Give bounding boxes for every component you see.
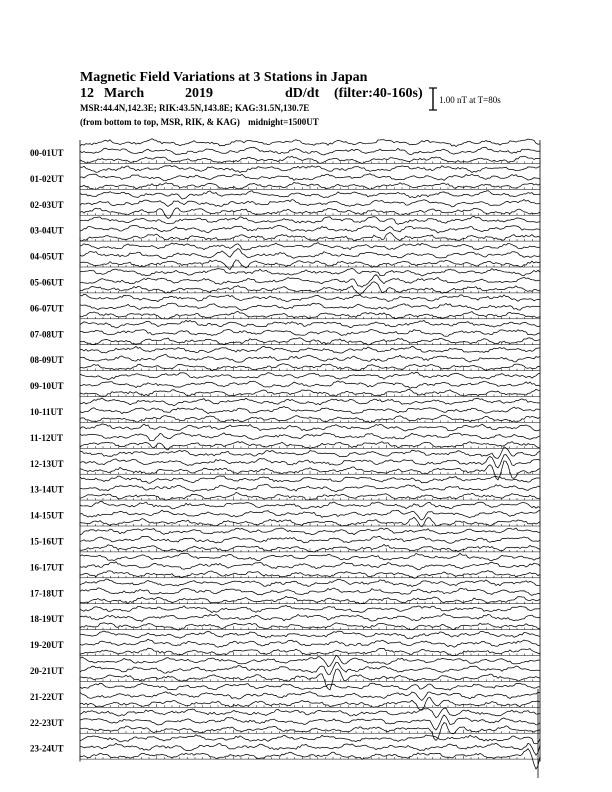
hour-label: 14-15UT <box>30 510 64 521</box>
hour-label: 18-19UT <box>30 614 64 625</box>
trace-kag <box>80 424 540 431</box>
minute-ticks <box>80 238 540 242</box>
minute-ticks <box>80 471 540 475</box>
trace-kag <box>80 139 540 147</box>
minute-ticks <box>80 186 540 190</box>
trace-kag <box>80 476 540 483</box>
trace-rik <box>80 174 540 181</box>
trace-rik <box>80 536 540 543</box>
trace-kag <box>80 268 540 276</box>
trace-rik <box>80 249 540 259</box>
trace-rik <box>80 275 540 288</box>
trace-kag <box>80 683 540 690</box>
hour-label: 07-08UT <box>30 329 64 340</box>
trace-rik <box>80 715 540 730</box>
trace-kag <box>80 579 540 587</box>
minute-ticks <box>80 652 540 656</box>
hour-label: 00-01UT <box>30 148 64 158</box>
trace-rik <box>80 407 540 414</box>
hour-label: 02-03UT <box>30 199 64 210</box>
trace-kag <box>80 631 540 639</box>
traces <box>80 139 540 778</box>
trace-kag <box>80 708 540 718</box>
date-month: March <box>104 86 145 101</box>
trace-kag <box>80 166 540 173</box>
trace-kag <box>80 528 540 535</box>
hour-label: 06-07UT <box>30 303 64 314</box>
hour-label: 08-09UT <box>30 355 64 366</box>
hour-label: 13-14UT <box>30 484 64 495</box>
hour-label: 04-05UT <box>30 251 64 262</box>
quantity-label: dD/dt <box>285 86 320 101</box>
hour-label: 15-16UT <box>30 536 64 547</box>
trace-kag <box>80 553 540 560</box>
trace-rik <box>80 639 540 647</box>
midnight-note: midnight=1500UT <box>248 117 319 127</box>
hour-label: 21-22UT <box>30 691 64 702</box>
hour-label: 05-06UT <box>30 277 64 288</box>
hour-label: 10-11UT <box>30 407 64 417</box>
minute-ticks <box>80 756 540 760</box>
trace-rik <box>80 743 540 755</box>
trace-rik <box>80 484 540 492</box>
trace-rik <box>80 588 540 596</box>
chart-title: Magnetic Field Variations at 3 Stations in Japan <box>80 70 368 85</box>
hour-label: 19-20UT <box>30 640 64 651</box>
hour-label: 12-13UT <box>30 458 64 469</box>
trace-rik <box>80 226 540 234</box>
trace-kag <box>80 735 540 744</box>
trace-kag <box>80 398 540 406</box>
hour-label: 20-21UT <box>30 666 64 676</box>
minute-ticks <box>80 523 540 527</box>
trace-rik <box>80 510 540 520</box>
hour-label: 17-18UT <box>30 588 64 599</box>
trace-msr <box>80 697 540 709</box>
minute-ticks <box>80 367 540 371</box>
date-year: 2019 <box>185 86 213 101</box>
filter-label: (filter:40-160s) <box>334 86 423 101</box>
trace-kag <box>80 216 540 224</box>
station-order: (from bottom to top, MSR, RIK, & KAG) <box>80 117 240 127</box>
trace-rik <box>80 330 540 337</box>
trace-rik <box>80 381 540 389</box>
hour-label: 11-12UT <box>30 432 64 443</box>
trace-rik <box>80 562 540 570</box>
trace-kag <box>80 605 540 612</box>
minute-ticks <box>80 626 540 630</box>
stations-line: MSR:44.4N,142.3E; RIK:43.5N,143.8E; KAG:31.5N,130.7E <box>80 103 310 113</box>
trace-rik <box>80 662 540 674</box>
trace-kag <box>80 294 540 301</box>
trace-kag <box>80 191 540 200</box>
hour-label: 16-17UT <box>30 562 64 573</box>
trace-rik <box>80 692 540 701</box>
scale-bar <box>429 88 437 110</box>
hour-label: 09-10UT <box>30 381 64 392</box>
trace-kag <box>80 501 540 509</box>
trace-rik <box>80 354 540 362</box>
trace-kag <box>80 243 540 251</box>
hour-label: 22-23UT <box>30 717 64 728</box>
trace-rik <box>80 614 540 622</box>
minute-ticks <box>80 445 540 449</box>
trace-kag <box>80 320 540 328</box>
hour-labels <box>30 148 64 754</box>
trace-rik <box>80 433 540 441</box>
hour-label: 03-04UT <box>30 225 64 236</box>
scale-bar-label: 1.00 nT at T=80s <box>439 95 501 105</box>
hour-label: 01-02UT <box>30 173 64 184</box>
date-day: 12 <box>80 86 94 101</box>
trace-kag <box>80 655 540 666</box>
trace-rik <box>80 200 540 207</box>
trace-kag <box>80 372 540 379</box>
trace-rik <box>80 455 540 468</box>
trace-rik <box>80 147 540 155</box>
trace-kag <box>80 346 540 353</box>
trace-rik <box>80 303 540 310</box>
hour-label: 23-24UT <box>30 743 64 754</box>
